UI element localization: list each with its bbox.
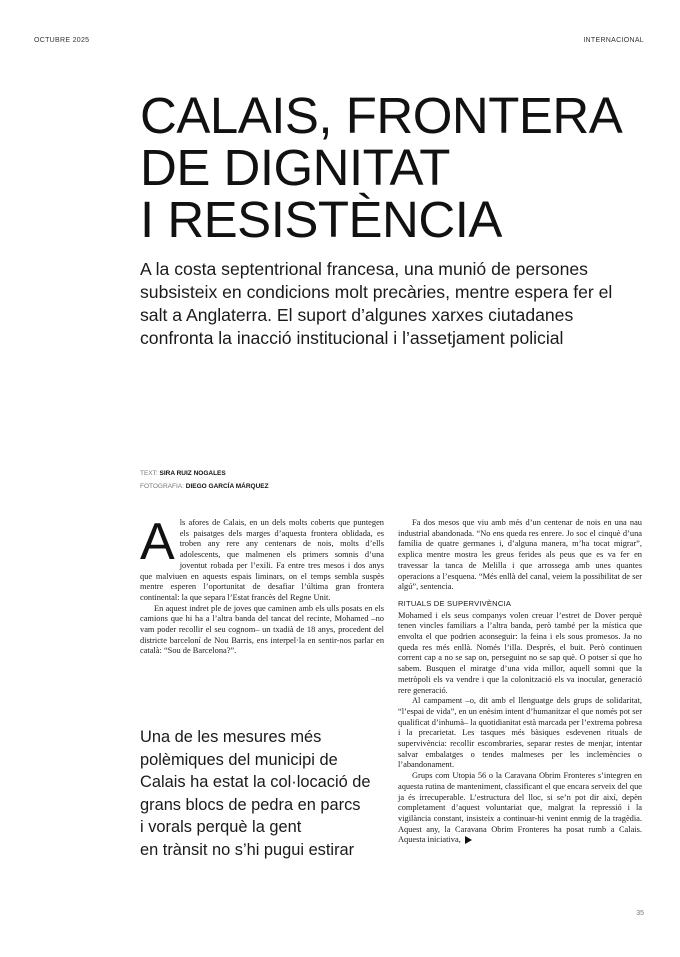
body-paragraph-text: ls afores de Calais, en un dels molts coberts que puntegen els paisatges dels marges d’aquesta frontera oblidada, es troben any rere any centenars de nois, molts d’ells adolescents, que malmenen els primers somnis d’una joventut robada per l’exili. Fa entre tres mesos i dos anys que malviuen en aquests espais liminars, on el temps sembla suspès mentre esperen l’oportunitat de desafiar l’última gran frontera continental: la que separa l’Estat francès del Regne Unit. [140, 518, 384, 602]
pull-quote-line: Una de les mesures més [140, 728, 322, 746]
article-title [140, 87, 650, 248]
text-credit [140, 467, 269, 480]
continue-arrow-icon [465, 836, 472, 844]
pull-quote-line: en trànsit no s’hi pugui estirar [140, 840, 355, 859]
pull-quote [140, 726, 388, 862]
pull-quote-line: polèmiques del municipi de [140, 750, 338, 769]
body-paragraph: En aquest indret ple de joves que caminen amb els ulls posats en els camions que hi ha a l’altra banda del tancat del recinte, Mohamed –no vam poder recollir el seu cognom– un txadià de 18 anys, procedent del districte barceloní de Nou Barris, ens interpel·la en sentir-nos parlar en català: “Sou de Barcelona?”. [140, 603, 384, 656]
issue-date: OCTUBRE 2025 [34, 37, 90, 44]
body-paragraph: Fa dos mesos que viu amb més d’un centenar de nois en una nau industrial abandonada. “No ens queda res enrere. Jo soc el cinquè d’una família de quatre germanes i, d’alguna manera, m’ha tocat migrar”, explica mentre mostra les greus ferides als peus que es va fer en travessar la tanca de Melilla i que arrossega amb unes quantes operacions a l’esquena. “Més enllà del canal, veiem la possibilitat de ser algú”, sentencia. [398, 518, 642, 592]
standfirst: A la costa septentrional francesa, una munió de persones subsisteix en condicions molt precàries, mentre espera fer el salt a Anglaterra. El suport d’algunes xarxes ciutadanes confronta la inacció institucional i l’assetjament policial [140, 259, 613, 348]
body-paragraph: Mohamed i els seus companys volen creuar l’estret de Dover perquè tenen vincles familiars a l’altra banda, però també per la mística que envolta el que podrien aconseguir: la feina i els sous promesos. Ja no queda res més enllà. Només l’illa. Després, el buit. Però continuen corrent cap a no se sap on, perseguint no se sap què. O potser sí que ho sabem. Busquen el miratge d’una vida millor, aquell somni que la metròpoli els va vendre i que la colonització els va inocular, generació rere generació. [398, 610, 642, 695]
section-subhead: RITUALS DE SUPERVIVÈNCIA [398, 598, 512, 608]
body-paragraph [140, 513, 384, 604]
section-label: INTERNACIONAL [583, 37, 644, 44]
photo-credit [140, 480, 269, 493]
title-line: CALAIS, FRONTERA [140, 87, 623, 144]
body-paragraph: Al campament –o, dit amb el llenguatge dels grups de solidaritat, “l’espai de vida”, en un enèsim intent d’humanitzar el que només pot ser qualificat d’inhumà– la quotidianitat està marcada per l’extrema pobresa i la precarietat. Les tasques més bàsiques esdevenen rituals de supervivència: recollir escombraries, separar restes de menjar, intentar salvar embalatges o tendes malmeses per les inclemències o l’abandonament. [398, 696, 642, 770]
photo-author: DIEGO GARCÍA MÁRQUEZ [185, 483, 269, 490]
title-line: I RESISTÈNCIA [140, 191, 502, 248]
pull-quote-line: grans blocs de pedra en parcs [140, 795, 361, 814]
page-number: 35 [636, 910, 644, 917]
text-credit-label: TEXT: [140, 470, 158, 477]
pull-quote-line: i vorals perquè la gent [140, 818, 302, 837]
body-column-right [398, 518, 642, 846]
drop-cap: A [140, 513, 175, 571]
body-column-left [140, 513, 384, 657]
body-paragraph-text: Grups com Utopia 56 o la Caravana Obrim Fronteres s’integren en aquesta rutina de manteniment, classificant el que encara serveix del que ja és irrecuperable. L’estructura del lloc, si se’n pot dir així, depèn completament d’aquest voluntariat que, malgrat la repressió i la vigilància constant, insisteix a continuar-hi venint enmig de la tragèdia. Aquest any, la Caravana Obrim Fronteres ha posat rumb a Calais. Aquesta iniciativa, [398, 771, 642, 845]
photo-credit-label: FOTOGRAFIA: [140, 483, 184, 490]
body-paragraph [398, 771, 642, 846]
pull-quote-line: Calais ha estat la col·locació de [140, 773, 371, 792]
title-line: DE DIGNITAT [140, 139, 450, 196]
text-author: SIRA RUIZ NOGALES [159, 470, 226, 477]
credits [140, 467, 269, 493]
